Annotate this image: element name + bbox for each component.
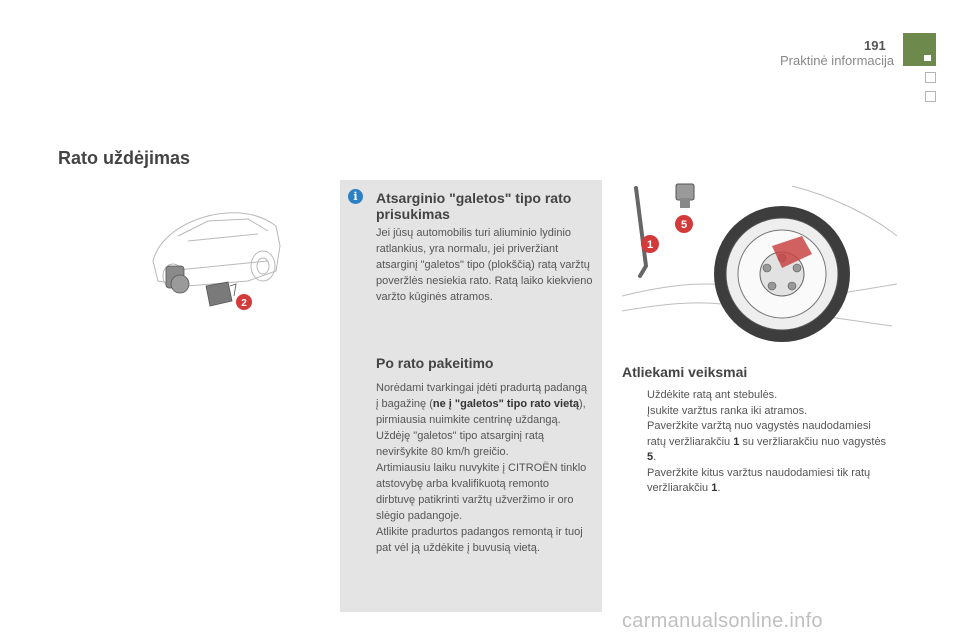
step-text: . <box>717 482 721 494</box>
list-item <box>622 466 890 497</box>
info-panel <box>340 180 602 612</box>
info-heading: Atsarginio "galetos" tipo rato prisukimas <box>376 190 572 222</box>
chapter-tab[interactable] <box>925 72 936 83</box>
step-text: Paveržkite varžtą nuo vagystės naudodamiesi ratų veržliarakčiu <box>647 420 871 448</box>
after-change-heading: Po rato pakeitimo <box>376 355 494 371</box>
info-icon: i <box>348 189 363 204</box>
info-paragraph: Jei jūsų automobilis turi aliuminio lydinio ratlankius, yra normalu, jei priveržiant atsarginį "galetos" tipo (plokščią) ratą varžtų poveržlės nesiekia rato. Ratą laiko kiekvieno varžto kūginės atramos. <box>376 227 593 303</box>
list-item <box>622 388 890 404</box>
callout-5: 5 <box>680 219 688 231</box>
callout-2: 2 <box>241 298 247 309</box>
operations-list <box>622 388 890 497</box>
car-illustration <box>148 186 282 326</box>
operations-heading: Atliekami veiksmai <box>622 364 748 380</box>
step-text: Paveržkite kitus varžtus naudodamiesi tik ratų veržliarakčiu <box>647 466 871 494</box>
step-ref-5: 5 <box>647 451 654 463</box>
after-change-paragraph <box>376 380 590 556</box>
wheel-illustration <box>622 176 900 342</box>
watermark: carmanualsonline.info <box>622 610 823 632</box>
step-text: Įsukite varžtus ranka iki atramos. <box>647 404 808 417</box>
after-text-bold: ne į "galetos" tipo rato vietą <box>432 398 580 410</box>
step-text: Uždėkite ratą ant stebulės. <box>647 389 778 401</box>
after-text-repair: Atlikite pradurtos padangos remontą ir tuoj pat vėl ją uždėkite į buvusią vietą. <box>376 526 583 554</box>
step-text: su veržliarakčiu nuo vagystės <box>739 435 887 448</box>
list-item <box>622 404 890 420</box>
chapter-tab[interactable] <box>925 91 936 102</box>
page-number: 191 <box>864 38 886 53</box>
step-ref-1: 1 <box>711 482 718 494</box>
after-text-pre: Norėdami tvarkingai įdėti pradurtą padangą į bagažinę ( <box>376 382 587 410</box>
after-text-post: ), pirmiausia nuimkite centrinę uždangą. <box>376 398 586 426</box>
step-text: . <box>653 451 657 463</box>
page-title: Rato uždėjimas <box>58 148 191 168</box>
callout-1: 1 <box>646 239 654 251</box>
step-ref-1: 1 <box>733 435 740 448</box>
after-text-speed: Uždėję "galetos" tipo atsarginį ratą neviršykite 80 km/h greičio. <box>376 430 545 458</box>
list-item <box>622 419 890 466</box>
after-text-dealer: Artimiausiu laiku nuvykite į CITROËN tinklo atstovybę arba kvalifikuotą remonto dirbtuvę patikrinti varžtų užveržimo ir oro slėgio padangoje. <box>376 462 587 522</box>
chapter-tab-active[interactable] <box>903 33 936 66</box>
section-title: Praktinė informacija <box>780 53 895 68</box>
